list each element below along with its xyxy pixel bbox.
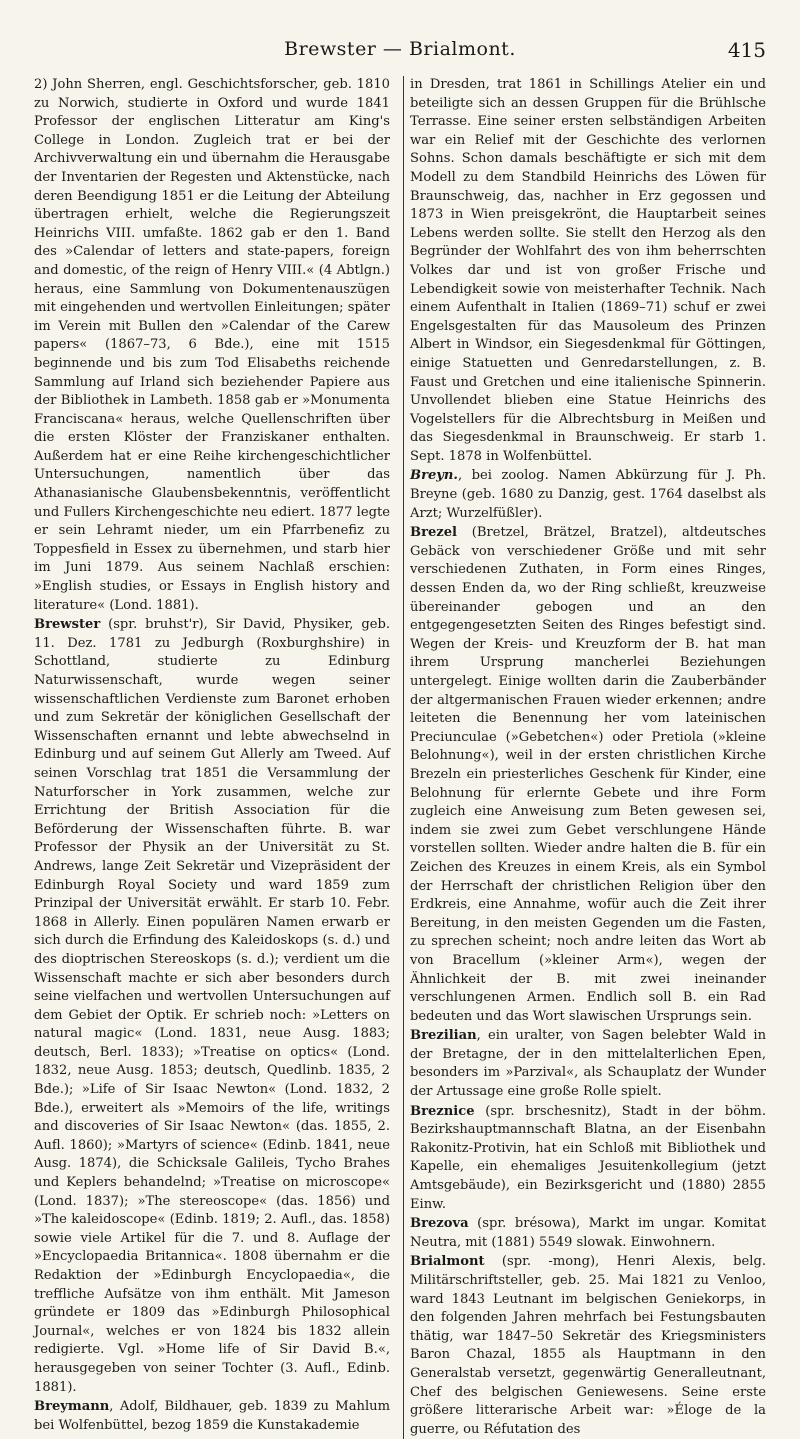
- entry-text: , Adolf, Bildhauer, geb. 1839 zu Mahlum bei Wolfenbüttel, bezog 1859 die Kunstakademie: [34, 1399, 390, 1433]
- entry-text: (spr. bruhst'r), Sir David, Physiker, geb. 11. Dez. 1781 zu Jedburgh (Roxburghshire) in Schottland, studierte zu Edinburg Naturwissenschaft, wurde wegen seiner wissenschaftlichen Verdienste zum Baronet erhoben und zum Sekretär der königlichen Gesellschaft der Wissenschaften ernannt und lebte abwechselnd in Edinburg und auf seinem Gut Allerly am Tweed. Auf seinen Vorschlag trat 1851 die Versammlung der Naturforscher in York zusammen, welche zur Errichtung der British Association für die Beförderung der Wissenschaften führte. B. war Professor der Physik an der Universität zu St. Andrews, lange Zeit Sekretär und Vizepräsident der Edinburgh Royal Society und ward 1859 zum Prinzipal der Universität erwählt. Er starb 10. Febr. 1868 in Allerly. Einen populären Namen erwarb er sich durch die Erfindung des Kaleidoskops (s. d.) und des dioptrischen Stereoskops (s. d.); verdient um die Wissenschaft machte er sich aber besonders durch seine vielfachen und wertvollen Untersuchungen auf dem Gebiet der Optik. Er schrieb noch: »Letters on natural magic« (Lond. 1831, neue Ausg. 1883; deutsch, Berl. 1833); »Treatise on optics« (Lond. 1832, neue Ausg. 1853; deutsch, Quedlinb. 1835, 2 Bde.); »Life of Sir Isaac Newton« (Lond. 1832, 2 Bde.), erweitert als »Memoirs of the life, writings and discoveries of Sir Isaac Newton« (das. 1855, 2. Aufl. 1860); »Martyrs of science« (Edinb. 1841, neue Ausg. 1874), die Schicksale Galileis, Tycho Brahes und Keplers behandelnd; »Treatise on microscope« (Lond. 1837); »The stereoscope« (das. 1856) und »The kaleidoscope« (Edinb. 1819; 2. Aufl., das. 1858) sowie viele Artikel für die 7. und 8. Auflage der »Encyclopaedia Britannica«. 1808 übernahm er die Redaktion der »Edinburgh Encyclopaedia«, die treffliche Aufsätze von ihm enthält. Mit Jameson gründete er 1809 das »Edinburgh Philosophical Journal«, welches er von 1824 bis 1832 allein redigierte. Vgl. »Home life of Sir David B.«, herausgegeben von seiner Tochter (3. Aufl., Edinb. 1881).: [34, 617, 390, 1395]
- entry-headword: Brezilian: [410, 1028, 477, 1044]
- entry-headword: Breznice: [410, 1103, 475, 1119]
- entry-brewster: [34, 616, 390, 1397]
- entry-brialmont: [410, 1253, 766, 1439]
- entry-text: (spr. -mong), Henri Alexis, belg. Militärschriftsteller, geb. 25. Mai 1821 zu Venloo, ward 1843 Leutnant im belgischen Geniekorps, in den folgenden Jahren mehrfach bei Festungsbauten thätig, war 1847–50 Sekretär des Kriegsministers Baron Chazal, 1855 als Hauptmann in den Generalstab versetzt, gegenwärtig Generalleutnant, Chef des belgischen Geniewesens. Seine erste größere litterarische Arbeit war: »Éloge de la guerre, ou Réfutation des: [410, 1254, 766, 1437]
- right-column: [410, 76, 766, 1439]
- text-columns: [34, 76, 766, 1439]
- left-column: [34, 76, 390, 1439]
- entry-headword: Breyn.: [410, 468, 458, 484]
- entry-text: (spr. brésowa), Markt im ungar. Komitat Neutra, mit (1881) 5549 slowak. Einwohnern.: [410, 1216, 766, 1250]
- entry-text: (Bretzel, Brätzel, Bratzel), altdeutsches Gebäck von verschiedener Größe und mit sehr verschiedenen Zuthaten, in Form eines Ringes, dessen Enden da, wo der Ring schließt, kreuzweise übereinander gebogen und an den entgegengesetzten Seiten des Ringes befestigt sind. Wegen der Kreis- und Kreuzform der B. hat man ihrem Ursprung mancherlei Beziehungen untergelegt. Einige wollten darin die Zauberbänder der altgermanischen Frauen wieder erkennen; andre leiteten die Benennung her vom lateinischen Preciunculae (»Gebetchen«) oder Pretiola (»kleine Belohnung«), weil in der ersten christlichen Kirche Brezeln ein priesterliches Geschenk für Kinder, eine Belohnung für erlernte Gebete und ihre Form zugleich eine Anweisung zum Beten gewesen sei, indem sie zwei zum Gebet verschlungene Hände vorstellen sollten. Wieder andre halten die B. für ein Zeichen des Kreuzes in einem Kreis, als ein Symbol der Herrschaft der christlichen Religion über den Erdkreis, eine Annahme, wofür auch die Zeit ihrer Bereitung, in den meisten Gegenden um die Fasten, zu sprechen scheint; noch andre leiten das Wort ab von Bracellum (»kleiner Arm«), wegen der Ähnlichkeit der B. mit zwei ineinander verschlungenen Armen. Endlich soll B. ein Rad bedeuten und das Wort slawischen Ursprungs sein.: [410, 525, 766, 1024]
- entry-brezilian: [410, 1027, 766, 1101]
- entry-breznice: [410, 1103, 766, 1215]
- entry-headword: Brezel: [410, 525, 458, 541]
- entry-brezova: [410, 1215, 766, 1252]
- page-number: 415: [727, 38, 766, 62]
- entry-headword: Brialmont: [410, 1254, 485, 1270]
- entry-headword: Brewster: [34, 617, 101, 633]
- entry-text: in Dresden, trat 1861 in Schillings Atelier ein und beteiligte sich an dessen Gruppen für die Brühlsche Terrasse. Eine seiner ersten selbständigen Arbeiten war ein Relief mit der Geschichte des verlornen Sohns. Schon damals beschäftigte er sich mit dem Modell zu dem Standbild Heinrichs des Löwen für Braunschweig, das, nachher in Erz gegossen und 1873 in Wien preisgekrönt, die Hauptarbeit seines Lebens werden sollte. Sie stellt den Herzog als den Begründer der Wohlfahrt des von ihm beherrschten Volkes dar und ist von großer Frische und Lebendigkeit sowie von meisterhafter Technik. Nach einem Aufenthalt in Italien (1869–71) schuf er zwei Engelsgestalten für das Mausoleum des Prinzen Albert in Windsor, ein Siegesdenkmal für Göttingen, einige Statuetten und Genredarstellungen, z. B. Faust und Gretchen und eine italienische Spinnerin. Unvollendet blieben eine Statue Heinrichs des Vogelstellers für die Albrechtsburg in Meißen und das Siegesdenkmal in Braunschweig. Er starb 1. Sept. 1878 in Wolfenbüttel.: [410, 77, 766, 464]
- entry-headword: Brezova: [410, 1216, 469, 1232]
- entry-breymann-continued: [410, 76, 766, 466]
- entry-text: (spr. brschesnitz), Stadt in der böhm. Bezirkshauptmannschaft Blatna, an der Eisenbahn Rakonitz-Protivin, hat ein Schloß mit Bibliothek und Kapelle, ein ehemaliges Jesuitenkollegium (jetzt Amtsgebäude), ein Bezirksgericht und (1880) 2855 Einw.: [410, 1103, 766, 1212]
- column-divider: [403, 76, 404, 1439]
- entry-text: , ein uralter, von Sagen belebter Wald in der Bretagne, der in den mittelalterlichen Epen, besonders im »Parzival«, als Schauplatz der Wunder der Artussage eine große Rolle spielt.: [410, 1028, 766, 1100]
- entry-brezel: [410, 524, 766, 1026]
- entry-headword: Breymann: [34, 1399, 110, 1415]
- entry-sherren-continued: [34, 76, 390, 615]
- entry-breyn: [410, 467, 766, 523]
- entry-text: 2) John Sherren, engl. Geschichtsforscher, geb. 1810 zu Norwich, studierte in Oxford und wurde 1841 Professor der englischen Litteratur am King's College in London. Zugleich trat er bei der Archivverwaltung ein und übernahm die Herausgabe der Inventarien der Regesten und Aktenstücke, nach deren Beendigung 1851 er die Leitung der Abteilung übertragen erhielt, welche die Regierungszeit Heinrichs VIII. umfaßte. 1862 gab er den 1. Band des »Calendar of letters and state-papers, foreign and domestic, of the reign of Henry VIII.« (4 Abtlgn.) heraus, eine Sammlung von Dokumentenauszügen mit eingehenden und wertvollen Einleitungen; später im Verein mit Bullen den »Calendar of the Carew papers« (1867–73, 6 Bde.), eine mit 1515 beginnende und bis zum Tod Elisabeths reichende Sammlung auf Irland sich beziehender Papiere aus der Bibliothek in Lambeth. 1858 gab er »Monumenta Franciscana« heraus, welche Quellenschriften über die ersten Klöster der Franziskaner enthalten. Außerdem hat er eine Reihe kirchengeschichtlicher Untersuchungen, namentlich über das Athanasianische Glaubensbekenntnis, veröffentlicht und Fullers Kirchengeschichte neu ediert. 1877 legte er sein Lehramt nieder, um ein Pfarrbenefiz zu Toppesfield in Essex zu übernehmen, und starb hier im Juni 1879. Aus seinem Nachlaß erschien: »English studies, or Essays in English history and literature« (Lond. 1881).: [34, 77, 390, 613]
- entry-breymann: [34, 1398, 390, 1435]
- running-head: [34, 38, 766, 68]
- entry-text: , bei zoolog. Namen Abkürzung für J. Ph. Breyne (geb. 1680 zu Danzig, gest. 1764 daselbst als Arzt; Wurzelfüßler).: [410, 468, 766, 521]
- running-title: Brewster — Brialmont.: [284, 38, 516, 60]
